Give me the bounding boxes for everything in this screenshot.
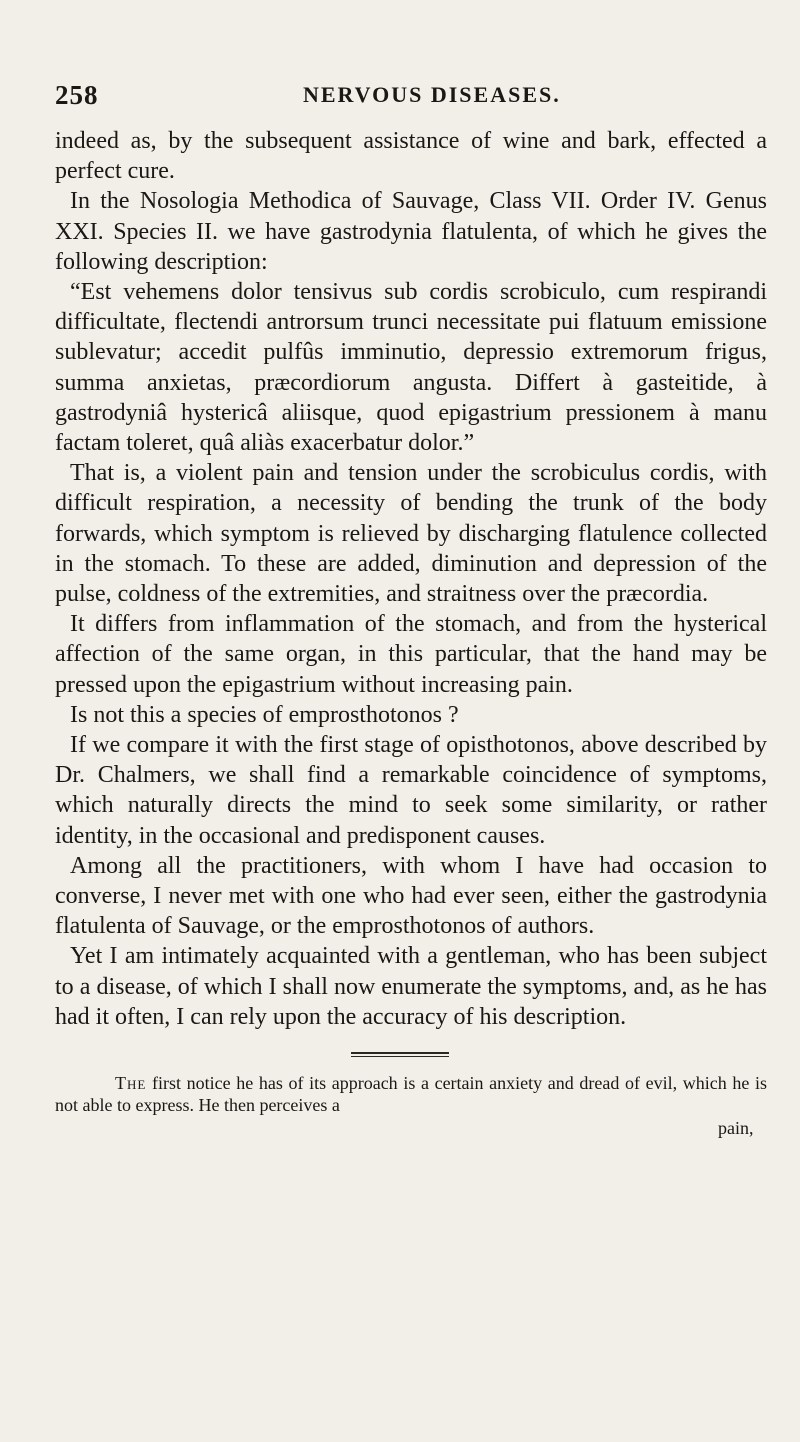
footnote [55,1072,767,1116]
page-number: 258 [55,80,99,110]
paragraph: If we compare it with the first stage of opisthotonos, above described by Dr. Chalmers, we shall find a remarkable coincidence of symptoms, which naturally directs the mind to seek some similarity, or rather identity, in the occasional and predisponent causes. [55,732,767,849]
paragraph: Is not this a species of emprosthotonos ? [70,701,459,728]
catchword: pain, [718,1118,754,1138]
paragraph: That is, a violent pain and tension under the scrobiculus cordis, with difficult respiration, a necessity of bending the trunk of the body forwards, which symptom is relieved by discharging flatulence collected in the stomach. To these are added, diminution and depression of the pulse, coldness of the extremities, and straitness over the præcordia. [55,460,767,608]
running-head [55,80,755,110]
paragraph: Yet I am intimately acquainted with a gentleman, who has been subject to a disease, of which I shall now enumerate the symptoms, and, as he has had it often, I can rely upon the accuracy of his description. [55,943,767,1030]
running-title: NERVOUS DISEASES. [303,82,561,107]
paragraph: It differs from inflammation of the stomach, and from the hysterical affection of the same organ, in this particular, that the hand may be pressed upon the epigastrium without increasing pain. [55,611,767,698]
footnote-text: first notice he has of its approach is a certain anxiety and dread of evil, which he is not able to express. He then perceives a [55,1073,768,1115]
body-text [55,126,767,1032]
footnote-divider [351,1052,449,1054]
quoted-description: “Est vehemens dolor tensivus sub cordis scrobiculo, cum respirandi difficultate, flectendi antrorsum trunci necessitate pui flatuum emissione sublevatur; accedit pulfûs imminutio, depressio extremorum frigus, summa anxietas, præcordiorum angusta. Differt à gasteitide, à gastrodyniâ hystericâ aliisque, quod epigastrium pressionem à manu factam toleret, quâ aliàs exacerbatur dolor.” [55,279,767,457]
paragraph: Among all the practitioners, with whom I have had occasion to converse, I never met with one who had ever seen, either the gastrodynia flatulenta of Sauvage, or the emprosthotonos of authors. [55,852,767,940]
paragraph: indeed as, by the subsequent assistance of wine and bark, effected a perfect cure. [55,128,767,185]
footnote-divider-thin [351,1056,449,1057]
footnote-lead: The [115,1073,147,1093]
paragraph: In the Nosologia Methodica of Sauvage, Class VII. Order IV. Genus XXI. Species II. we have gastrodynia flatulenta, of which he gives the following description: [55,188,767,275]
